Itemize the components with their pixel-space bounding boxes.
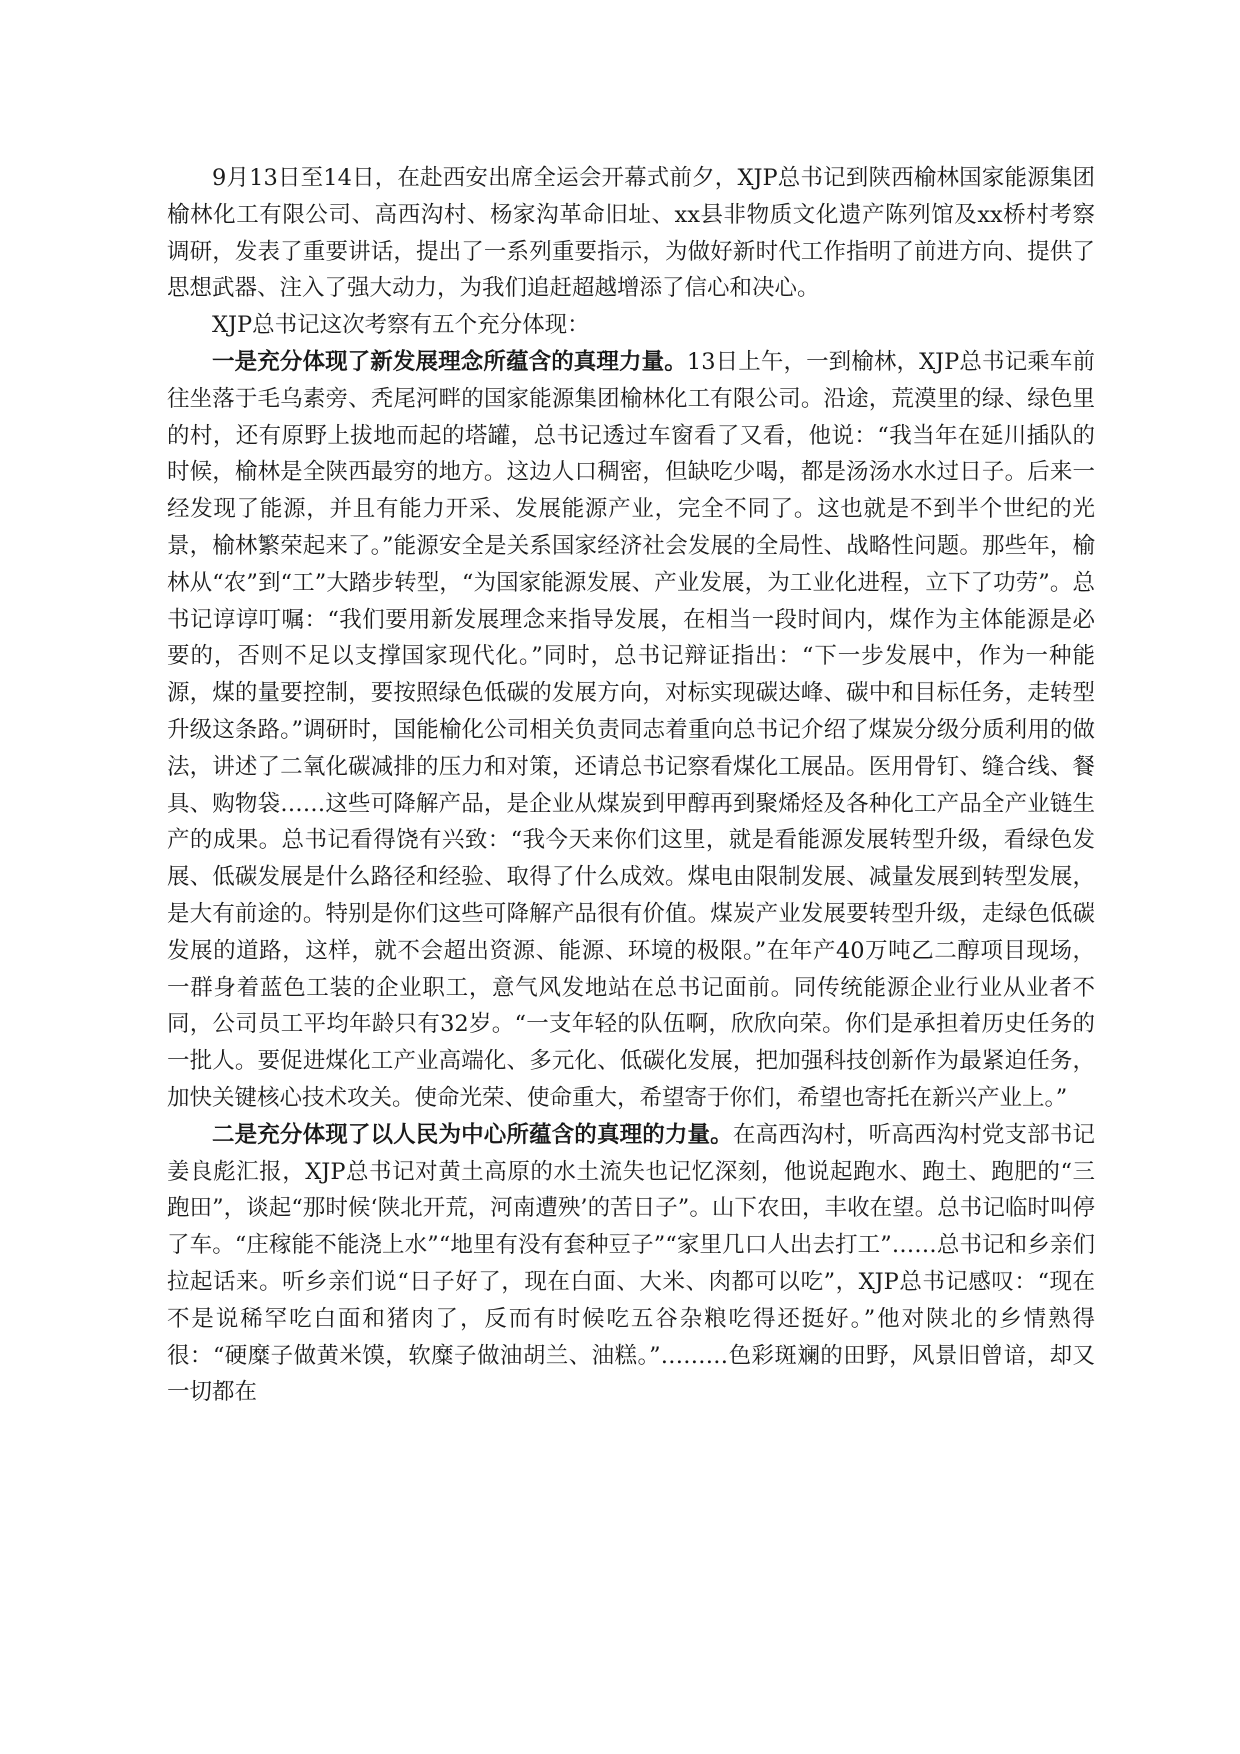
paragraph-summary (167, 307, 1095, 344)
paragraph-point-one (167, 344, 1095, 1117)
document-page (167, 160, 1095, 1411)
paragraph-point-one-text: 13日上午，一到榆林，XJP总书记乘车前往坐落于毛乌素旁、秃尾河畔的国家能源集团榆林化工有限公司。沿途，荒漠里的绿、绿色里的村，还有原野上拔地而起的塔罐，总书记透过车窗看了又看，他说：“我当年在延川插队的时候，榆林是全陕西最穷的地方。这边人口稠密，但缺吃少喝，都是汤汤水水过日子。后来一经发现了能源，并且有能力开采、发展能源产业，完全不同了。这也就是不到半个世纪的光景，榆林繁荣起来了。”能源安全是关系国家经济社会发展的全局性、战略性问题。那些年，榆林从“农”到“工”大踏步转型，“为国家能源发展、产业发展，为工业化进程，立下了功劳”。总书记谆谆叮嘱：“我们要用新发展理念来指导发展，在相当一段时间内，煤作为主体能源是必要的，否则不足以支撑国家现代化。”同时，总书记辩证指出：“下一步发展中，作为一种能源，煤的量要控制，要按照绿色低碳的发展方向，对标实现碳达峰、碳中和目标任务，走转型升级这条路。”调研时，国能榆化公司相关负责同志着重向总书记介绍了煤炭分级分质利用的做法，讲述了二氧化碳减排的压力和对策，还请总书记察看煤化工展品。医用骨钉、缝合线、餐具、购物袋……这些可降解产品，是企业从煤炭到甲醇再到聚烯烃及各种化工产品全产业链生产的成果。总书记看得饶有兴致：“我今天来你们这里，就是看能源发展转型升级，看绿色发展、低碳发展是什么路径和经验、取得了什么成效。煤电由限制发展、减量发展到转型发展，是大有前途的。特别是你们这些可降解产品很有价值。煤炭产业发展要转型升级，走绿色低碳发展的道路，这样，就不会超出资源、能源、环境的极限。”在年产40万吨乙二醇项目现场，一群身着蓝色工装的企业职工，意气风发地站在总书记面前。同传统能源企业行业从业者不同，公司员工平均年龄只有32岁。“一支年轻的队伍啊，欣欣向荣。你们是承担着历史任务的一批人。要促进煤化工产业高端化、多元化、低碳化发展，把加强科技创新作为最紧迫任务，加快关键核心技术攻关。使命光荣、使命重大，希望寄于你们，希望也寄托在新兴产业上。” (167, 348, 1095, 1111)
paragraph-summary-text: XJP总书记这次考察有五个充分体现： (212, 312, 590, 339)
paragraph-point-two (167, 1117, 1095, 1411)
paragraph-point-two-text: 在高西沟村，听高西沟村党支部书记姜良彪汇报，XJP总书记对黄土高原的水土流失也记忆深刻，他说起跑水、跑土、跑肥的“三跑田”，谈起“那时候‘陕北开荒，河南遭殃’的苦日子”。山下农田，丰收在望。总书记临时叫停了车。“庄稼能不能浇上水”“地里有没有套种豆子”“家里几口人出去打工”……总书记和乡亲们拉起话来。听乡亲们说“日子好了，现在白面、大米、肉都可以吃”，XJP总书记感叹：“现在不是说稀罕吃白面和猪肉了，反而有时候吃五谷杂粮吃得还挺好。”他对陕北的乡情熟得很：“硬糜子做黄米馍，软糜子做油胡兰、油糕。”………色彩斑斓的田野，风景旧曾谙，却又一切都在 (167, 1121, 1095, 1406)
paragraph-point-one-lead: 一是充分体现了新发展理念所蕴含的真理力量。 (212, 348, 687, 375)
paragraph-point-two-lead: 二是充分体现了以人民为中心所蕴含的真理的力量。 (212, 1121, 733, 1148)
paragraph-intro-text: 9月13日至14日，在赴西安出席全运会开幕式前夕，XJP总书记到陕西榆林国家能源集团榆林化工有限公司、高西沟村、杨家沟革命旧址、xx县非物质文化遗产陈列馆及xx桥村考察调研，发表了重要讲话，提出了一系列重要指示，为做好新时代工作指明了前进方向、提供了思想武器、注入了强大动力，为我们追赶超越增添了信心和决心。 (167, 165, 1095, 302)
paragraph-intro (167, 160, 1095, 307)
